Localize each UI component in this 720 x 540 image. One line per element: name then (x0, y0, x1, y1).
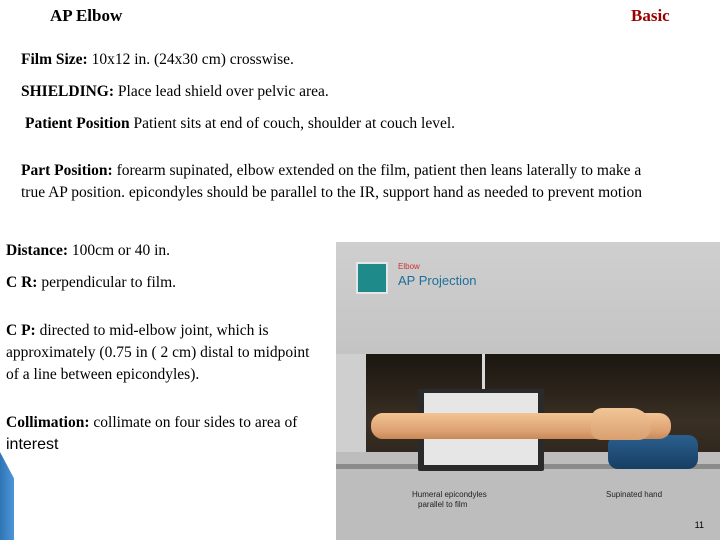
patient-position-label: Patient Position (25, 115, 130, 132)
patient-position-text: Patient sits at end of couch, shoulder at couch level. (129, 115, 456, 132)
blue-towel (608, 435, 698, 469)
centering-point-label: C P: (6, 322, 36, 339)
shielding-line (21, 81, 329, 103)
accent-sidebar (0, 452, 14, 540)
film-size-label: Film Size: (21, 51, 88, 68)
page-number: 11 (694, 520, 704, 530)
slide-title: AP Elbow (50, 6, 123, 25)
level-badge: Basic (631, 6, 670, 25)
elbow-ap-photo (336, 242, 720, 540)
distance-line (6, 240, 170, 262)
distance-label: Distance: (6, 242, 68, 259)
central-ray-line (6, 272, 176, 294)
photo-backdrop (336, 242, 720, 354)
caption-supinated-hand: Supinated hand (606, 490, 663, 499)
patient-position-line (25, 113, 455, 135)
collimation-paragraph (6, 412, 306, 456)
caption-epicondyles (412, 490, 487, 510)
central-ray-text: perpendicular to film. (37, 274, 177, 291)
supinated-hand (591, 408, 651, 440)
positioning-logo-icon (356, 262, 388, 294)
caption-epicondyles-line2: parallel to film (418, 500, 468, 509)
central-ray-label: C R: (6, 274, 38, 291)
collimation-text: collimate on four sides to area of (89, 414, 298, 431)
film-size-text: 10x12 in. (24x30 cm) crosswise. (87, 51, 294, 68)
distance-text: 100cm or 40 in. (68, 242, 171, 259)
figure-title: AP Projection (398, 273, 477, 288)
part-position-text: forearm supinated, elbow extended on the film, patient then leans laterally to make a true AP position. epicondyles should be parallel to the IR, support hand as needed to prevent motion (21, 162, 643, 201)
film-size-line (21, 49, 294, 71)
shielding-text: Place lead shield over pelvic area. (114, 83, 329, 100)
shielding-label: SHIELDING: (21, 83, 115, 100)
part-position-label: Part Position: (21, 162, 113, 179)
caption-epicondyles-line1: Humeral epicondyles (412, 490, 487, 499)
collimation-tail: interest (6, 436, 59, 453)
centering-point-text: directed to mid-elbow joint, which is approximately (0.75 in ( 2 cm) distal to midpoint of a line between epicondyles). (6, 322, 310, 383)
collimation-label: Collimation: (6, 414, 90, 431)
part-position-paragraph (21, 160, 651, 204)
centering-point-paragraph (6, 320, 326, 386)
figure-small-label: Elbow (398, 262, 420, 271)
